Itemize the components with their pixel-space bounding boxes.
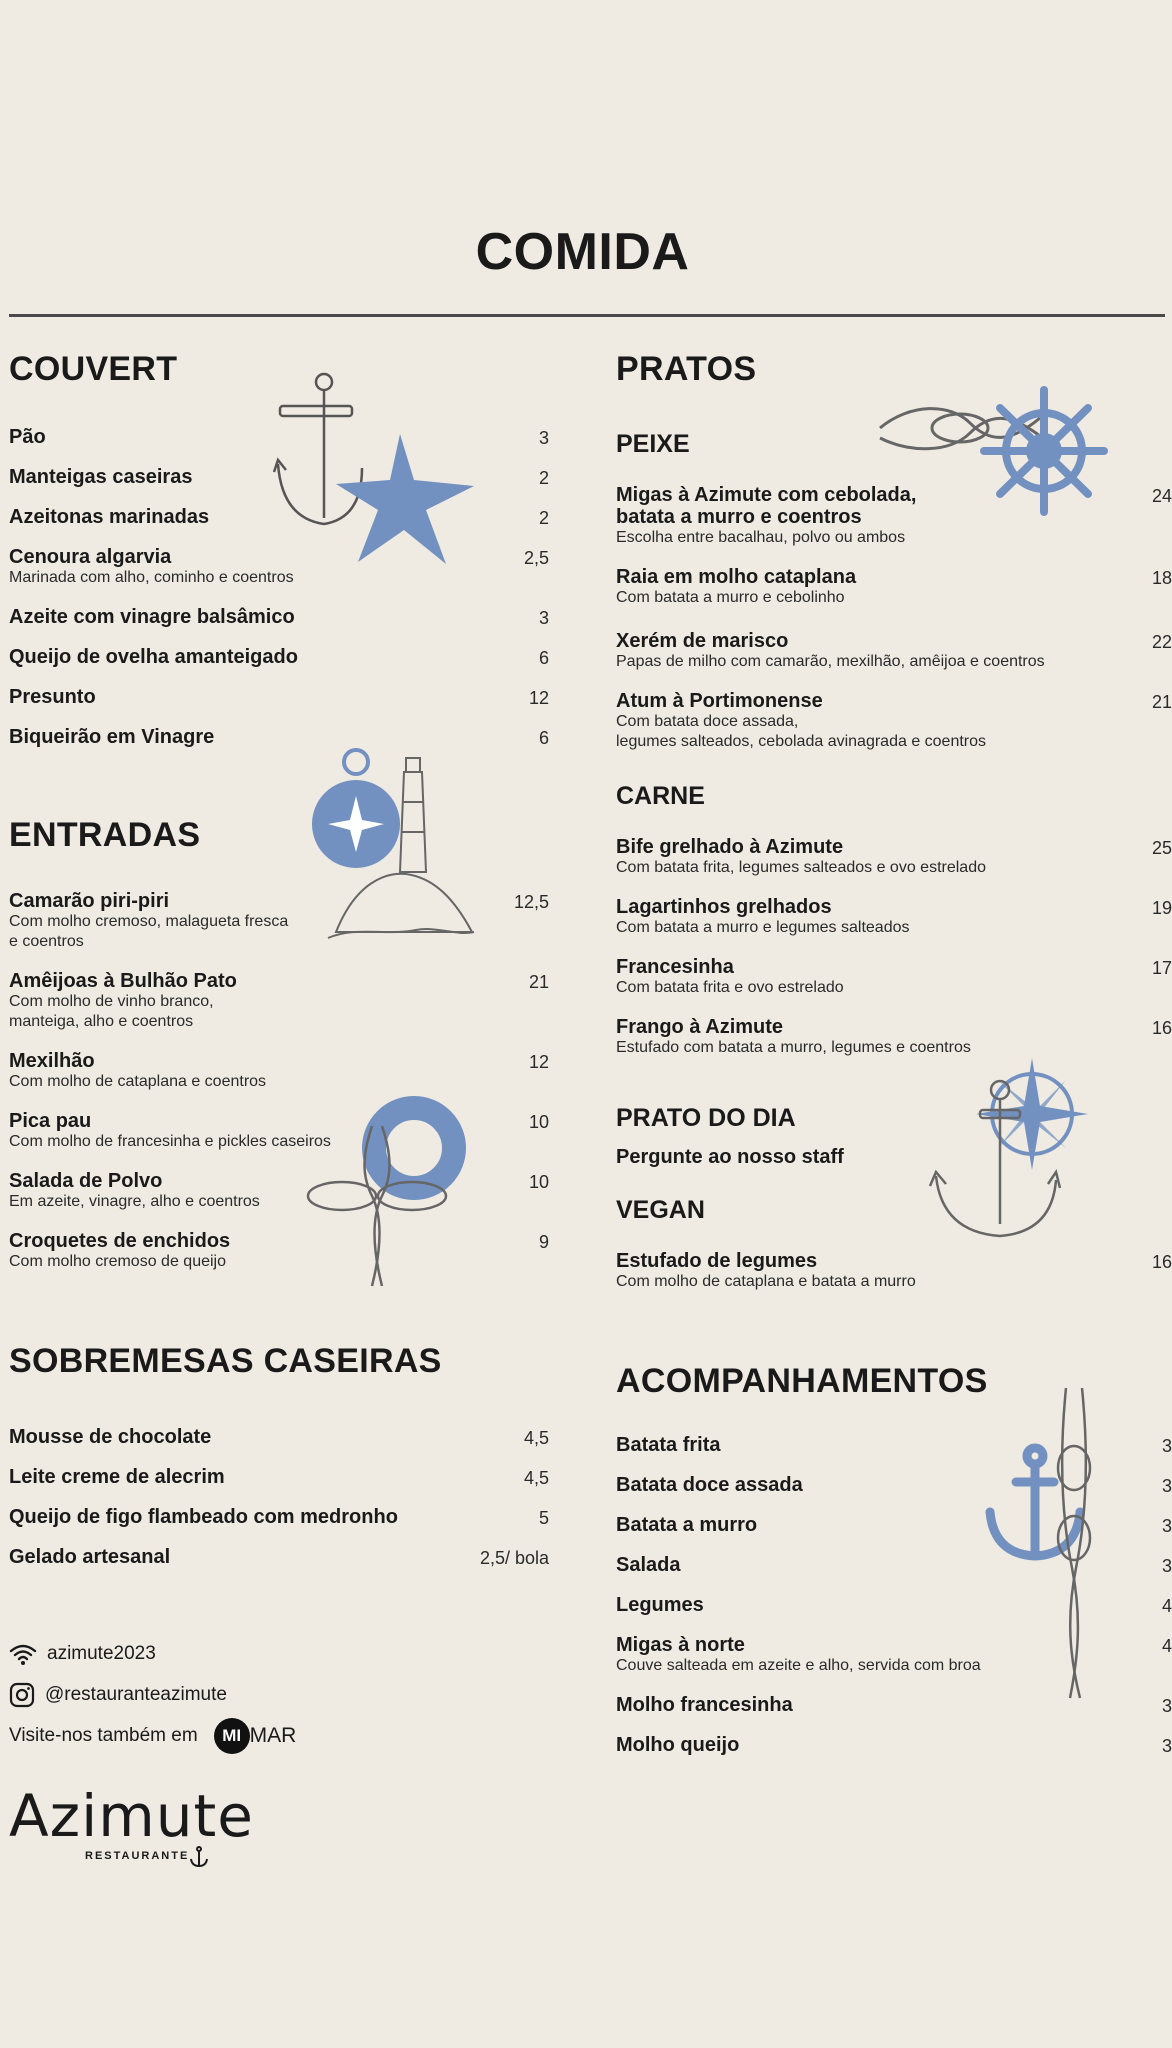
menu-item-price: 24 — [1151, 486, 1172, 506]
anchor-icon — [189, 1846, 209, 1868]
lighthouse-icon — [326, 752, 476, 942]
menu-item-price: 6 — [538, 648, 549, 668]
menu-item-price: 3 — [538, 608, 549, 628]
menu-item-price: 9 — [538, 1232, 549, 1252]
menu-item-description: Com batata a murro e cebolinho — [616, 589, 845, 606]
menu-item — [616, 836, 1172, 878]
menu-item-description: Em azeite, vinagre, alho e coentros — [9, 1193, 260, 1210]
menu-item-name: Presunto — [9, 686, 96, 708]
menu-item-price: 3 — [1161, 1736, 1172, 1756]
menu-item-name: Pica pau — [9, 1110, 92, 1132]
menu-item-description: Escolha entre bacalhau, polvo ou ambos — [616, 529, 906, 546]
mimar-logo[interactable] — [208, 1718, 297, 1754]
menu-item-price: 6 — [538, 728, 549, 748]
title-divider — [9, 314, 1165, 317]
menu-item — [9, 726, 549, 748]
menu-item-description: Marinada com alho, cominho e coentros — [9, 569, 294, 586]
knot-icon — [1052, 1388, 1098, 1698]
menu-item-name: Azeitonas marinadas — [9, 506, 210, 528]
menu-item-price: 10 — [528, 1112, 549, 1132]
menu-item-price: 12 — [528, 688, 549, 708]
menu-item-price: 18 — [1151, 568, 1172, 588]
menu-item — [9, 1506, 549, 1528]
menu-item-name: Gelado artesanal — [9, 1546, 171, 1568]
menu-item-name: Manteigas caseiras — [9, 466, 193, 488]
menu-item-name: Azeite com vinagre balsâmico — [9, 606, 295, 628]
menu-item-price: 2 — [538, 468, 549, 488]
menu-item — [616, 630, 1172, 672]
menu-item-price: 21 — [528, 972, 549, 992]
menu-item-price: 17 — [1151, 958, 1172, 978]
wifi-password: azimute2023 — [47, 1643, 156, 1664]
menu-item-price: 12,5 — [513, 892, 549, 912]
logo-subtitle: RESTAURANTE — [85, 1850, 190, 1862]
subsection-title-prato-do-dia: PRATO DO DIA — [616, 1104, 796, 1132]
subsection-title-vegan: VEGAN — [616, 1196, 705, 1224]
menu-item — [616, 566, 1172, 608]
menu-item — [616, 1016, 1172, 1058]
menu-item-price: 16 — [1151, 1018, 1172, 1038]
subsection-title-peixe: PEIXE — [616, 430, 690, 458]
menu-item — [9, 1050, 549, 1092]
menu-item-name: Biqueirão em Vinagre — [9, 726, 215, 748]
section-title-couvert: COUVERT — [9, 350, 178, 388]
prato-do-dia-text: Pergunte ao nosso staff — [616, 1146, 844, 1168]
subsection-title-carne: CARNE — [616, 782, 705, 810]
menu-item-name: Camarão piri-piri — [9, 890, 170, 912]
section-title-pratos: PRATOS — [616, 350, 757, 388]
menu-item-name: Migas à norte — [616, 1634, 745, 1656]
menu-item-name: Amêijoas à Bulhão Pato — [9, 970, 237, 992]
menu-item-price: 4 — [1161, 1596, 1172, 1616]
menu-item-name: Batata frita — [616, 1434, 721, 1456]
instagram-handle[interactable]: @restauranteazimute — [45, 1684, 227, 1705]
restaurant-logo — [9, 1782, 254, 1862]
instagram-icon — [9, 1682, 35, 1708]
menu-item-description: Com batata doce assada, legumes salteados, cebolada avinagrada e coentros — [616, 713, 987, 750]
menu-item-price: 4,5 — [523, 1428, 549, 1448]
ship-wheel-icon — [982, 386, 1106, 516]
menu-item-description: Com molho de vinho branco, manteiga, alho e coentros — [9, 993, 214, 1030]
visit-line — [9, 1718, 296, 1754]
menu-item — [9, 1546, 549, 1568]
menu-item-description: Com molho de cataplana e batata a murro — [616, 1273, 916, 1290]
menu-item-name: Salada de Polvo — [9, 1170, 163, 1192]
menu-item-price: 22 — [1151, 632, 1172, 652]
menu-item-name: Mousse de chocolate — [9, 1426, 212, 1448]
wifi-icon — [9, 1642, 37, 1666]
menu-item — [616, 1734, 1172, 1756]
section-title-acompanhamentos: ACOMPANHAMENTOS — [616, 1362, 988, 1400]
menu-item-name: Lagartinhos grelhados — [616, 896, 832, 918]
menu-item-name: Francesinha — [616, 956, 734, 978]
menu-item — [616, 956, 1172, 998]
menu-item-price: 25 — [1151, 838, 1172, 858]
wifi-line — [9, 1642, 156, 1666]
instagram-line — [9, 1682, 227, 1708]
menu-item-price: 5 — [538, 1508, 549, 1528]
menu-item-price: 3 — [1161, 1436, 1172, 1456]
menu-item — [9, 1110, 549, 1152]
menu-item-price: 16 — [1151, 1252, 1172, 1272]
menu-item-name: Croquetes de enchidos — [9, 1230, 231, 1252]
menu-item-name: Xerém de marisco — [616, 630, 789, 652]
page-title: COMIDA — [475, 223, 690, 281]
menu-item-description: Com molho de cataplana e coentros — [9, 1073, 267, 1090]
menu-item-name: Cenoura algarvia — [9, 546, 172, 568]
menu-item-price: 3 — [1161, 1556, 1172, 1576]
menu-item-price: 3 — [1161, 1476, 1172, 1496]
menu-item-name: Molho francesinha — [616, 1694, 793, 1716]
menu-item-name: Molho queijo — [616, 1734, 740, 1756]
menu-item-price: 12 — [528, 1052, 549, 1072]
menu-item-description: Estufado com batata a murro, legumes e coentros — [616, 1039, 971, 1056]
menu-item-description: Com batata frita e ovo estrelado — [616, 979, 844, 996]
logo-text: Azimute — [9, 1782, 254, 1850]
menu-item-name: Batata doce assada — [616, 1474, 803, 1496]
menu-item-name: Frango à Azimute — [616, 1016, 784, 1038]
menu-item — [616, 690, 1172, 752]
menu-item-name: Batata a murro — [616, 1514, 758, 1536]
menu-item-description: Com batata frita, legumes salteados e ovo estrelado — [616, 859, 986, 876]
menu-item — [616, 1250, 1172, 1292]
menu-item-description: Couve salteada em azeite e alho, servida com broa — [616, 1657, 981, 1674]
menu-item-price: 10 — [528, 1172, 549, 1192]
menu-item-name: Mexilhão — [9, 1050, 95, 1072]
menu-item-name: Queijo de figo flambeado com medronho — [9, 1506, 398, 1528]
menu-item-price: 3 — [1161, 1516, 1172, 1536]
mimar-mar: MAR — [249, 1724, 297, 1747]
section-title-entradas: ENTRADAS — [9, 816, 201, 854]
menu-item — [616, 896, 1172, 938]
menu-item — [9, 606, 549, 628]
menu-item-description: Com molho de francesinha e pickles caseiros — [9, 1133, 331, 1150]
menu-item-price: 2 — [538, 508, 549, 528]
menu-item-name: Migas à Azimute com cebolada, batata a murro e coentros — [616, 484, 917, 528]
menu-item — [9, 970, 549, 1032]
menu-item-price: 4 — [1161, 1636, 1172, 1656]
menu-item — [9, 1230, 549, 1272]
menu-item-name: Estufado de legumes — [616, 1250, 818, 1272]
section-title-sobremesas: SOBREMESAS CASEIRAS — [9, 1342, 442, 1380]
menu-item-description: Papas de milho com camarão, mexilhão, amêijoa e coentros — [616, 653, 1045, 670]
starfish-icon — [334, 430, 478, 566]
menu-item-name: Atum à Portimonense — [616, 690, 823, 712]
menu-item — [9, 1426, 549, 1448]
menu-item — [9, 1466, 549, 1488]
menu-item-name: Bife grelhado à Azimute — [616, 836, 844, 858]
menu-item-name: Queijo de ovelha amanteigado — [9, 646, 298, 668]
menu-item — [9, 686, 549, 708]
menu-item-name: Salada — [616, 1554, 681, 1576]
menu-item-description: Com batata a murro e legumes salteados — [616, 919, 910, 936]
menu-item-name: Raia em molho cataplana — [616, 566, 857, 588]
menu-item-price: 19 — [1151, 898, 1172, 918]
menu-item — [9, 646, 549, 668]
menu-item — [9, 1170, 549, 1212]
menu-item-description: Com molho cremoso de queijo — [9, 1253, 226, 1270]
menu-item-name: Pão — [9, 426, 46, 448]
menu-item-price: 21 — [1151, 692, 1172, 712]
menu-item-price: 4,5 — [523, 1468, 549, 1488]
menu-item-price: 2,5 — [523, 548, 549, 568]
mimar-mi: MI — [214, 1718, 250, 1754]
knot-icon — [302, 1126, 452, 1286]
menu-item-name: Leite creme de alecrim — [9, 1466, 225, 1488]
menu-item-price: 3 — [538, 428, 549, 448]
visit-text: Visite-nos também em — [9, 1725, 198, 1746]
menu-item-price: 3 — [1161, 1696, 1172, 1716]
menu-item-description: Com molho cremoso, malagueta fresca e coentros — [9, 913, 289, 950]
menu-item-name: Legumes — [616, 1594, 704, 1616]
anchor-icon — [930, 1076, 1060, 1246]
menu-item-price: 2,5/ bola — [479, 1548, 549, 1568]
